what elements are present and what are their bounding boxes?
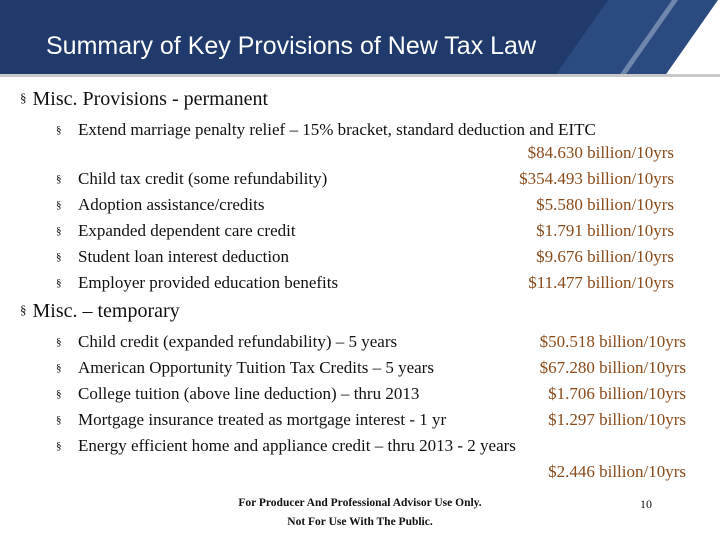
section-bullet: § (20, 90, 27, 105)
item-bullet: § (56, 199, 62, 211)
list-item (56, 410, 446, 430)
section-heading-temporary: § Misc. – temporary (20, 300, 180, 322)
item-cost: $2.446 billion/10yrs (548, 462, 686, 481)
item-text: Adoption assistance/credits (78, 195, 265, 214)
item-cost: $1.706 billion/10yrs (548, 384, 686, 403)
page-number: 10 (640, 497, 652, 511)
item-text: Employer provided education benefits (78, 273, 339, 292)
section-heading-permanent: § Misc. Provisions - permanent (20, 88, 269, 110)
item-cost: $9.676 billion/10yrs (536, 247, 674, 266)
section-bullet: § (20, 302, 27, 317)
item-bullet: § (56, 173, 62, 185)
item-text: Mortgage insurance treated as mortgage interest - 1 yr (78, 410, 447, 429)
slide-title: Summary of Key Provisions of New Tax Law (46, 32, 537, 60)
item-bullet: § (56, 225, 62, 237)
list-item (56, 332, 397, 352)
item-cost: $84.630 billion/10yrs (527, 143, 674, 162)
footer-line-1: For Producer And Professional Advisor Use Only. (238, 497, 482, 509)
list-item (56, 221, 296, 241)
item-cost: $5.580 billion/10yrs (536, 195, 674, 214)
item-bullet: § (56, 277, 62, 289)
item-text: Expanded dependent care credit (78, 221, 296, 240)
item-text: Child credit (expanded refundability) – 5 years (78, 332, 398, 351)
footer-disclaimer (200, 494, 520, 532)
item-cost: $67.280 billion/10yrs (539, 358, 686, 377)
item-cost: $1.791 billion/10yrs (536, 221, 674, 240)
list-item (56, 195, 265, 215)
item-text: American Opportunity Tuition Tax Credits – 5 years (78, 358, 434, 377)
item-bullet: § (56, 388, 62, 400)
item-cost: $354.493 billion/10yrs (519, 169, 674, 188)
item-bullet: § (56, 362, 62, 374)
item-text: Student loan interest deduction (78, 247, 290, 266)
list-item (56, 436, 516, 456)
footer-line-2: Not For Use With The Public. (287, 516, 433, 528)
item-bullet: § (56, 440, 62, 452)
list-item (56, 247, 289, 267)
item-bullet: § (56, 124, 62, 136)
list-item (56, 358, 434, 378)
item-cost: $1.297 billion/10yrs (548, 410, 686, 429)
item-bullet: § (56, 336, 62, 348)
list-item (56, 384, 419, 404)
list-item (56, 169, 327, 189)
item-cost: $50.518 billion/10yrs (539, 332, 686, 351)
item-bullet: § (56, 414, 62, 426)
item-text: Extend marriage penalty relief – 15% bracket, standard deduction and EITC (78, 120, 596, 139)
list-item (56, 273, 338, 293)
list-item (56, 120, 596, 140)
slide-header (0, 0, 720, 74)
header-divider (0, 74, 720, 77)
item-text: College tuition (above line deduction) – thru 2013 (78, 384, 420, 403)
item-cost: $11.477 billion/10yrs (528, 273, 674, 292)
item-bullet: § (56, 251, 62, 263)
item-text: Child tax credit (some refundability) (78, 169, 328, 188)
item-text: Energy efficient home and appliance credit – thru 2013 - 2 years (78, 436, 516, 455)
